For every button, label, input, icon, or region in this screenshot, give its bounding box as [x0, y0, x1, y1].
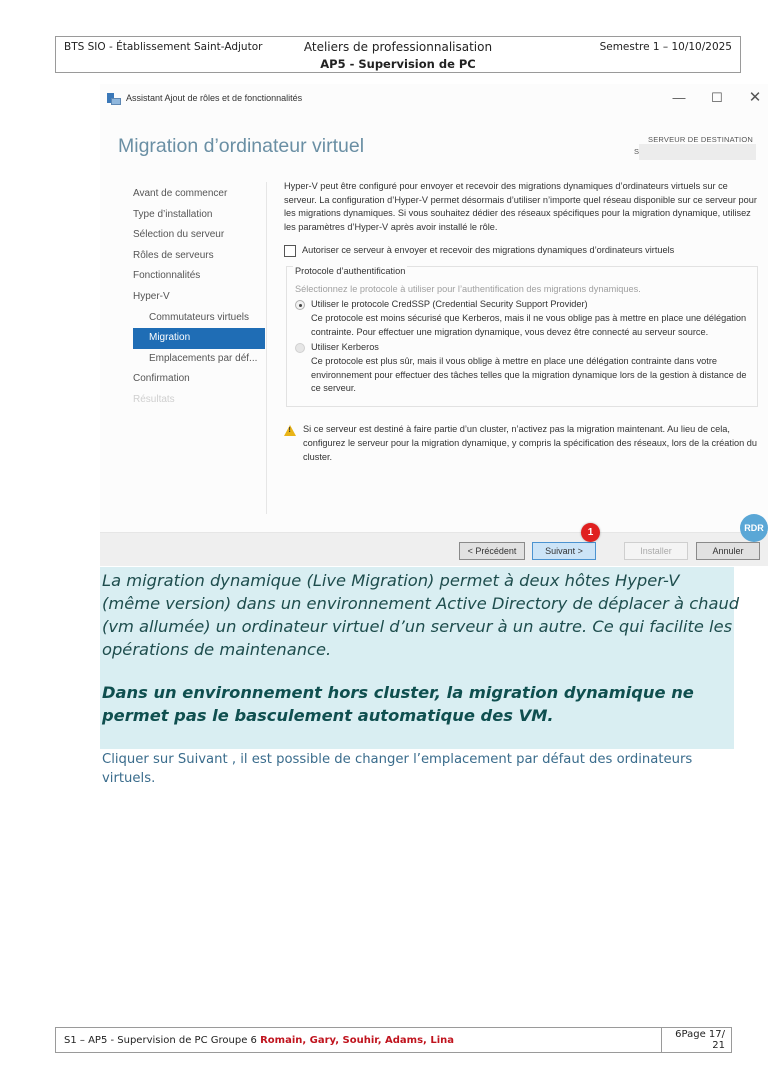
- allow-migration-checkbox[interactable]: [284, 245, 296, 257]
- document-subtitle: AP5 - Supervision de PC: [320, 57, 476, 71]
- install-button: Installer: [624, 542, 688, 560]
- document-title: Ateliers de professionnalisation: [303, 40, 493, 54]
- step-badge: 1: [581, 523, 600, 542]
- destination-server-redacted: [639, 144, 756, 160]
- credssp-radio[interactable]: [295, 300, 305, 310]
- wizard-window-screenshot: [100, 84, 768, 566]
- page-footer: [55, 1027, 732, 1053]
- next-button[interactable]: Suivant >: [532, 542, 596, 560]
- maximize-icon[interactable]: ☐: [711, 90, 723, 105]
- kerberos-radio[interactable]: [295, 343, 305, 353]
- page-header: [55, 36, 741, 73]
- nav-item-selection-serveur[interactable]: Sélection du serveur: [133, 229, 225, 241]
- school-name: BTS SIO - Établissement Saint-Adjutor: [64, 41, 263, 53]
- auth-protocol-legend: Protocole d’authentification: [293, 265, 407, 279]
- note-next-step: Cliquer sur Suivant , il est possible de changer l’emplacement par défaut des ordinateurs virtuels.: [102, 752, 693, 786]
- note-cluster-warning: Dans un environnement hors cluster, la migration dynamique ne permet pas le basculement automatique des VM.: [102, 683, 694, 725]
- rdr-watermark-logo: RDR: [740, 514, 768, 542]
- intro-text: Hyper-V peut être configuré pour envoyer et recevoir des migrations dynamiques d’ordinateurs virtuels sur ce serveur. La configuration d’Hyper-V permet désormais d’utiliser n’importe quel réseau disponible sur ce serveur pour les migrations dynamiques. Si vous souhaitez dédier des réseaux spécifiques pour la migration dynamique, utilisez les paramètres d’Hyper-V après avoir installé le rôle.: [284, 181, 757, 233]
- kerberos-label[interactable]: Utiliser Kerberos: [311, 342, 379, 353]
- minimize-icon[interactable]: —: [672, 90, 686, 105]
- kerberos-description: Ce protocole est plus sûr, mais il vous oblige à mettre en place une délégation contrainte dans votre environnement pour effectuer des tâches telles que la migration dynamique lors de la gestion à distance de ce serveur.: [311, 356, 747, 394]
- wizard-nav: [133, 184, 268, 411]
- nav-item-hyper-v[interactable]: Hyper-V: [133, 290, 170, 302]
- window-title: Assistant Ajout de rôles et de fonctionnalités: [126, 93, 303, 103]
- nav-item-type-installation[interactable]: Type d’installation: [133, 208, 213, 220]
- nav-item-emplacements[interactable]: Emplacements par déf...: [149, 352, 258, 364]
- credssp-label[interactable]: Utiliser le protocole CredSSP (Credential Security Support Provider): [311, 299, 588, 310]
- window-titlebar: [100, 84, 768, 116]
- close-icon[interactable]: ✕: [748, 89, 762, 106]
- footer-course: [64, 1035, 454, 1046]
- wizard-heading: Migration d’ordinateur virtuel: [118, 135, 365, 157]
- nav-item-migration[interactable]: Migration: [133, 328, 265, 349]
- destination-server-label: SERVEUR DE DESTINATION: [648, 135, 753, 144]
- page-number: 6Page 17/ 21: [661, 1028, 731, 1052]
- semester-date: Semestre 1 – 10/10/2025: [599, 41, 732, 53]
- destination-server-value: S: [634, 147, 640, 156]
- server-manager-icon: [107, 93, 121, 105]
- cluster-warning: [284, 423, 762, 464]
- previous-button[interactable]: < Précédent: [459, 542, 525, 560]
- footer-group-names: Romain, Gary, Souhir, Adams, Lina: [260, 1035, 454, 1046]
- nav-item-avant-de-commencer[interactable]: Avant de commencer: [133, 188, 228, 199]
- credssp-description: Ce protocole est moins sécurisé que Kerberos, mais il ne vous oblige pas à mettre en place une délégation contrainte. Pour effectuer une migration dynamique, vous devez être connecté au serveur source.: [311, 312, 747, 337]
- nav-divider: [266, 182, 267, 514]
- allow-migration-row[interactable]: [284, 244, 762, 258]
- nav-item-resultats: Résultats: [133, 393, 175, 405]
- kerberos-option[interactable]: [295, 341, 749, 396]
- wizard-content: [284, 180, 762, 464]
- nav-item-confirmation[interactable]: Confirmation: [133, 373, 190, 385]
- cancel-button[interactable]: Annuler: [696, 542, 760, 560]
- cluster-warning-text: Si ce serveur est destiné à faire partie d’un cluster, n’activez pas la migration maintenant. Au lieu de cela, configurez le serveur pour la migration dynamique, y compris la spécification des réseaux, lors de la création du cluster.: [303, 424, 757, 462]
- note-live-migration: La migration dynamique (Live Migration) permet à deux hôtes Hyper-V (même version) dans un environnement Active Directory de déplacer à chaud (vm allumée) un ordinateur virtuel d’un serveur à un autre. Ce qui facilite les opérations de maintenance.: [102, 571, 740, 659]
- warning-icon: !: [284, 425, 296, 436]
- footer-course-text: S1 – AP5 - Supervision de PC Groupe 6: [64, 1035, 261, 1046]
- nav-item-roles-serveurs[interactable]: Rôles de serveurs: [133, 249, 214, 261]
- credssp-option[interactable]: [295, 298, 749, 339]
- allow-migration-label[interactable]: Autoriser ce serveur à envoyer et recevoir des migrations dynamiques d’ordinateurs virtuels: [302, 244, 675, 255]
- nav-item-fonctionnalites[interactable]: Fonctionnalités: [133, 270, 201, 282]
- auth-protocol-group: [286, 266, 758, 408]
- auth-protocol-hint: Sélectionnez le protocole à utiliser pour l’authentification des migrations dynamiques.: [295, 283, 641, 294]
- nav-item-commutateurs-virtuels[interactable]: Commutateurs virtuels: [149, 311, 250, 323]
